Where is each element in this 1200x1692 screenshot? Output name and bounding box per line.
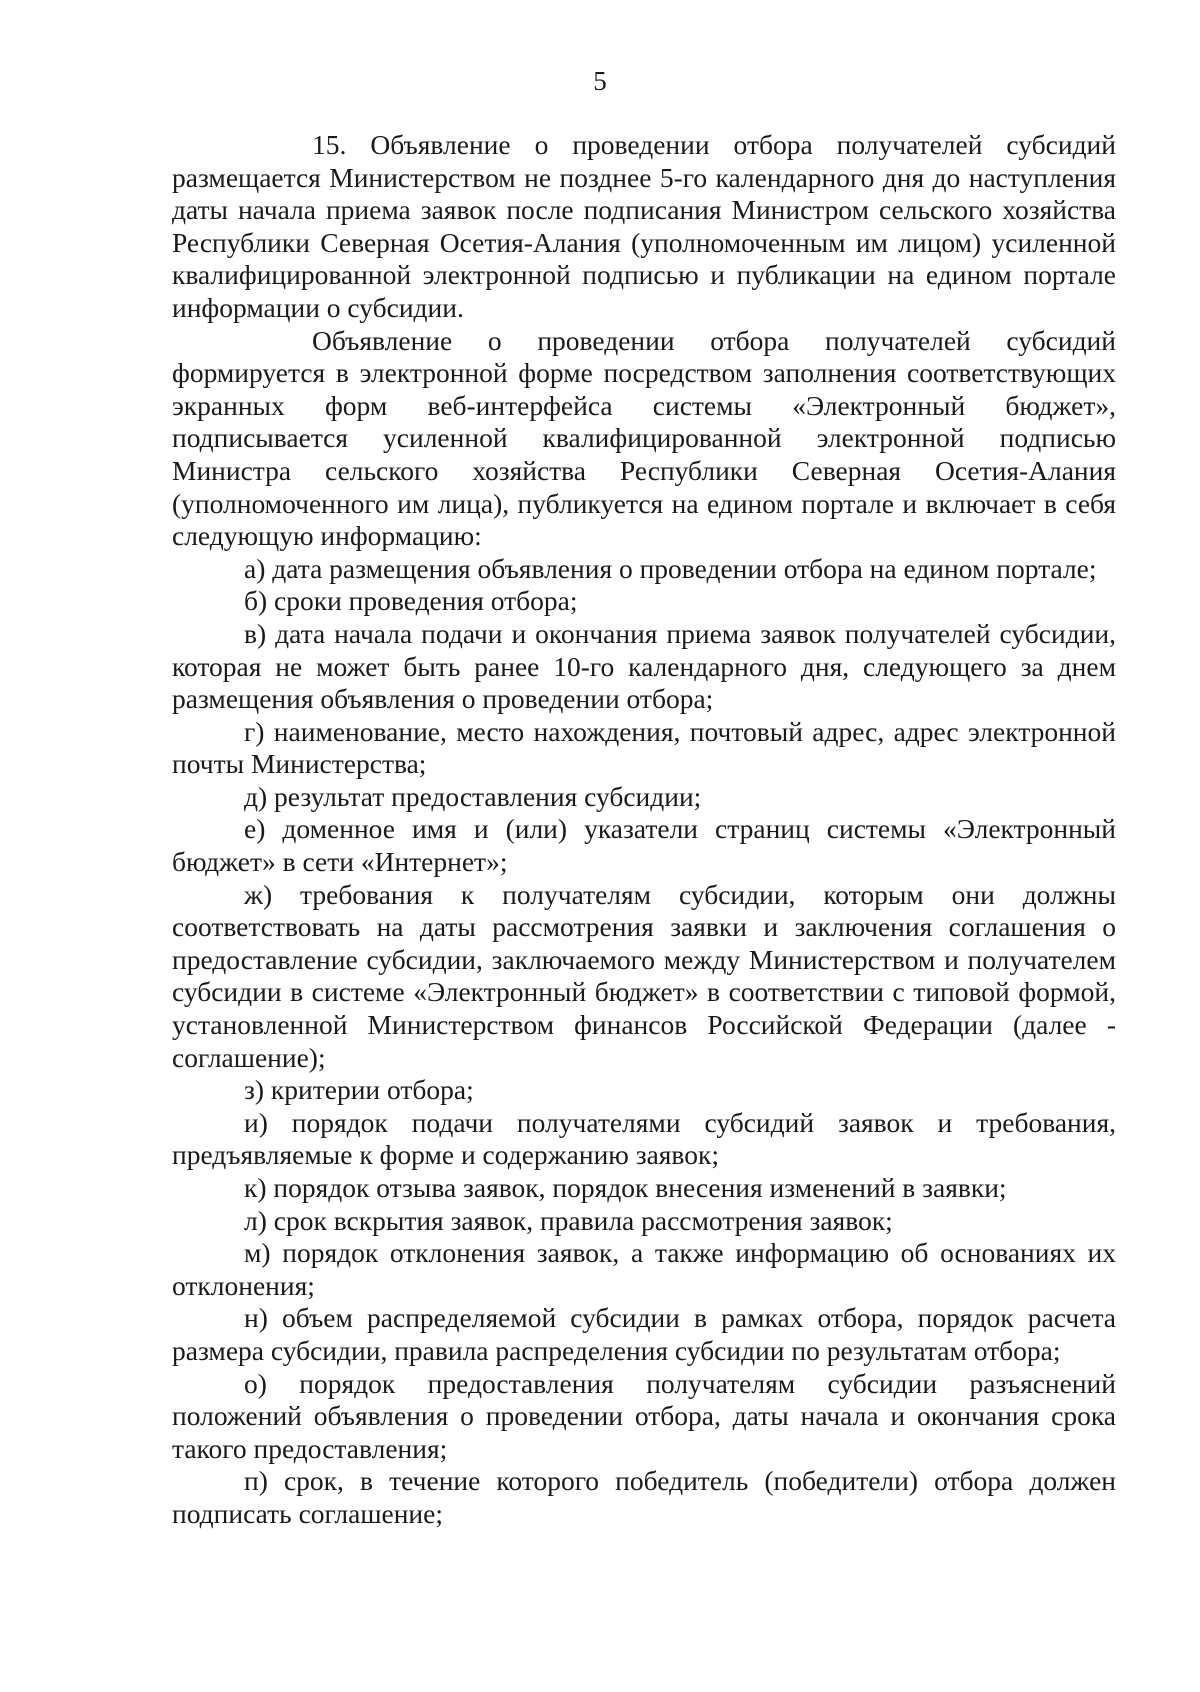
list-item-m: м) порядок отклонения заявок, а также информацию об основаниях их отклонения; <box>172 1237 1116 1301</box>
list-item-b: б) сроки проведения отбора; <box>244 585 578 617</box>
list-item-zh: ж) требования к получателям субсидии, которым они должны соответствовать на даты рассмотрения заявки и заключения соглашения о предоставление субсидии, заключаемого между Министерством и получателем субсидии в системе «Электронный бюджет» в соответствии с типовой формой, установленной Министерством финансов Российской Федерации (далее - соглашение); <box>172 878 1116 1073</box>
paragraph-15: 15. Объявление о проведении отбора получателей субсидий размещается Министерством не позднее 5-го календарного дня до наступления даты начала приема заявок после подписания Министром сельского хозяйства Республики Северная Осетия-Алания (уполномоченным им лицом) усиленной квалифицированной электронной подписью и публикации на едином портале информации о субсидии. <box>172 129 1116 323</box>
list-item-k: к) порядок отзыва заявок, порядок внесения изменений в заявки; <box>244 1172 1007 1203</box>
list-item-l: л) срок вскрытия заявок, правила рассмотрения заявок; <box>244 1204 893 1236</box>
list-item-v: в) дата начала подачи и окончания приема заявок получателей субсидии, которая не может быть ранее 10-го календарного дня, следующего за днем размещения объявления о проведении отбора; <box>172 617 1116 715</box>
paragraph-announcement-content: Объявление о проведении отбора получателей субсидий формируется в электронной форме посредством заполнения соответствующих экранных форм веб-интерфейса системы «Электронный бюджет», подписывается усиленной квалифицированной электронной подписью Министра сельского хозяйства Республики Северная Осетия-Алания (уполномоченного им лица), публикуется на едином портале и включает в себя следующую информацию: <box>172 324 1116 552</box>
list-item-i: и) порядок подачи получателями субсидий заявок и требования, предъявляемые к форме и содержанию заявок; <box>172 1106 1116 1171</box>
list-item-o: о) порядок предоставления получателям субсидии разъяснений положений объявления о проведении отбора, даты начала и окончания срока такого предоставления; <box>172 1367 1116 1464</box>
list-item-n: н) объем распределяемой субсидии в рамках отбора, порядок расчета размера субсидии, правила распределения субсидии по результатам отбора; <box>172 1302 1116 1366</box>
page-number: 5 <box>593 66 607 96</box>
list-item-e: е) доменное имя и (или) указатели страниц системы «Электронный бюджет» в сети «Интернет»; <box>172 813 1116 878</box>
document-body <box>172 129 1116 1531</box>
list-item-a: а) дата размещения объявления о проведении отбора на едином портале; <box>244 552 1097 584</box>
list-item-g: г) наименование, место нахождения, почтовый адрес, адрес электронной почты Министерства; <box>172 715 1116 780</box>
list-item-d: д) результат предоставления субсидии; <box>244 780 702 812</box>
list-item-z: з) критерии отбора; <box>244 1074 474 1106</box>
list-item-p: п) срок, в течение которого победитель (победители) отбора должен подписать соглашение; <box>172 1465 1116 1529</box>
